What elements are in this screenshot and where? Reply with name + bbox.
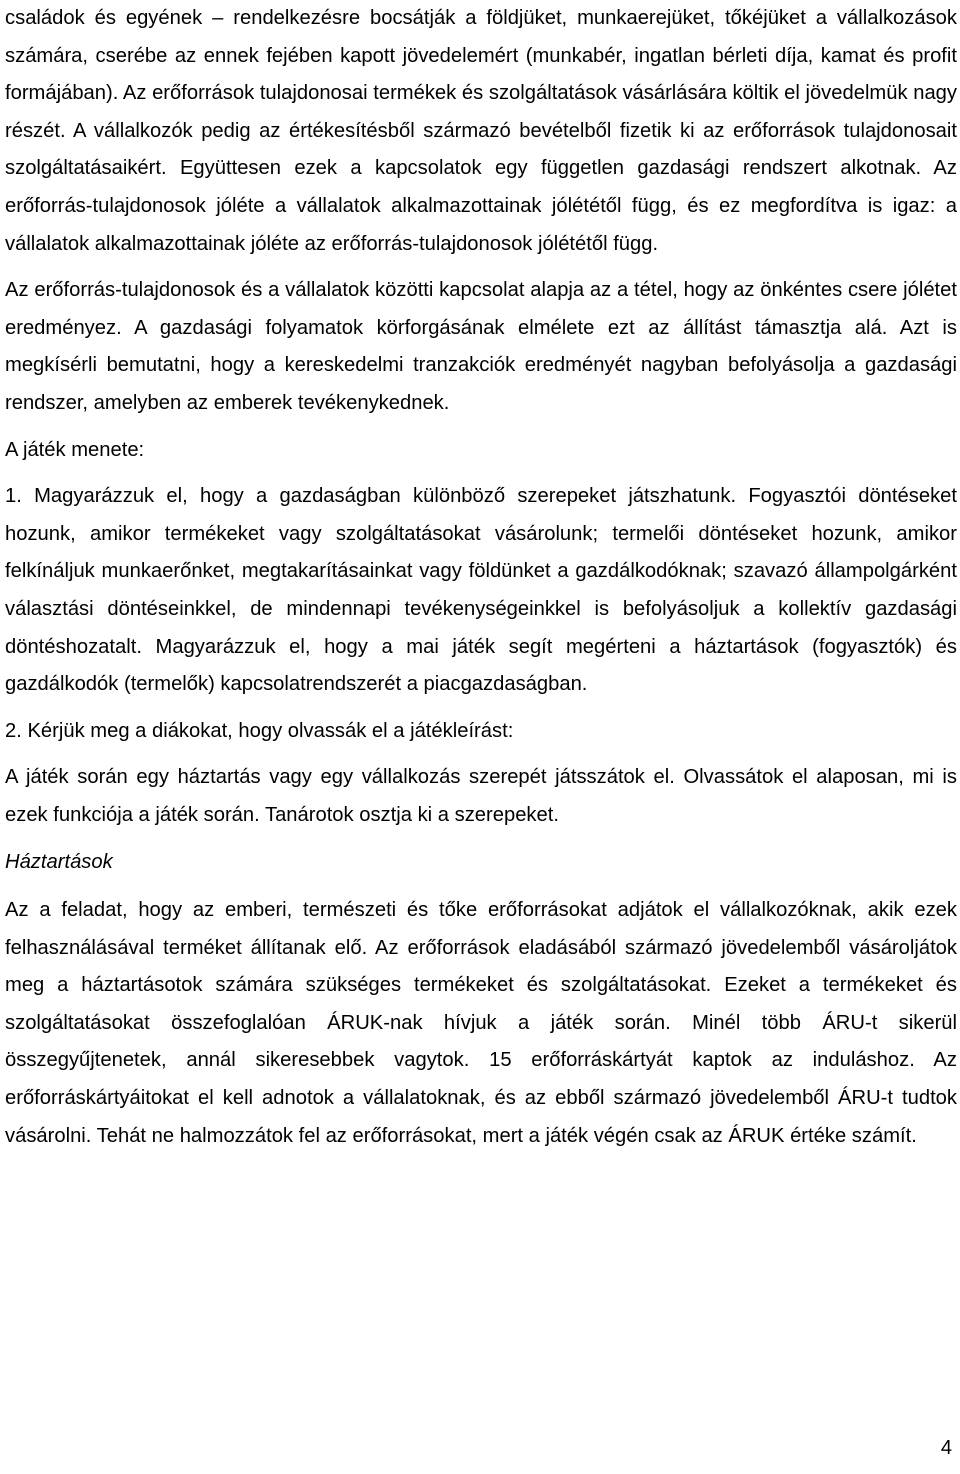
heading-households: Háztartások <box>5 851 113 874</box>
game-description-paragraph: A játék során egy háztartás vagy egy vállalkozás szerepét játsszátok el. Olvassátok el alaposan, mi is ezek funkciója a játék során. Tanárotok osztja ki a szerepeket. <box>5 766 957 826</box>
heading-game-procedure: A játék menete: <box>5 438 145 461</box>
paragraph-circular-flow: családok és egyének – rendelkezésre bocsátják a földjüket, munkaerejüket, tőkéjüket a vállalkozások számára, cserébe az ennek fejében kapott jövedelemért (munkabér, ingatlan bérleti díja, kamat és profit formájában). Az erőforrások tulajdonosai termékek és szolgáltatások vásárlására költik el jövedelmük nagy részét. A vállalkozók pedig az értékesítésből származó bevételből fizetik ki az erőforrások tulajdonosait szolgáltatásaikért. Együttesen ezek a kapcsolatok egy független gazdasági rendszert alkotnak. Az erőforrás-tulajdonosok jóléte a vállalatok alkalmazottainak jólététől függ, és ez megfordítva is igaz: a vállalatok alkalmazottainak jóléte az erőforrás-tulajdonosok jólététől függ. <box>5 7 957 255</box>
households-paragraph: Az a feladat, hogy az emberi, természeti és tőke erőforrásokat adjátok el vállalkozóknak, akik ezek felhasználásával terméket állítanak elő. Az erőforrások eladásából származó jövedelemből vásároljátok meg a háztartásotok számára szükséges termékeket és szolgáltatásokat. Ezeket a termékeket és szolgáltatásokat összefoglalóan ÁRUK-nak hívjuk a játék során. Minél több ÁRU-t sikerül összegyűjtenetek, annál sikeresebbek vagytok. 15 erőforráskártyát kaptok az induláshoz. Az erőforráskártyáitokat el kell adnotok a vállalatoknak, és az ebből származó jövedelemből ÁRU-t tudtok vásárolni. Tehát ne halmozzátok fel az erőforrásokat, mert a játék végén csak az ÁRUK értéke számít. <box>5 899 957 1147</box>
step-2-paragraph: 2. Kérjük meg a diákokat, hogy olvassák el a játékleírást: <box>5 719 514 742</box>
page-number: 4 <box>940 1437 952 1459</box>
document-page <box>5 0 957 1155</box>
paragraph-voluntary-exchange: Az erőforrás-tulajdonosok és a vállalatok közötti kapcsolat alapja az a tétel, hogy az önkéntes csere jólétet eredményez. A gazdasági folyamatok körforgásának elmélete ezt az állítást támasztja alá. Azt is megkísérli bemutatni, hogy a kereskedelmi tranzakciók eredményét nagyban befolyásolja a gazdasági rendszer, amelyben az emberek tevékenykednek. <box>5 279 957 414</box>
step-1-paragraph: 1. Magyarázzuk el, hogy a gazdaságban különböző szerepeket játszhatunk. Fogyasztói döntéseket hozunk, amikor termékeket vagy szolgáltatásokat vásárolunk; termelői döntéseket hozunk, amikor felkínáljuk munkaerőnket, megtakarításainkat vagy földünket a gazdálkodóknak; szavazó állampolgárként választási döntéseinkkel, de mindennapi tevékenységeinkkel is befolyásoljuk a kollektív gazdasági döntéshozatalt. Magyarázzuk el, hogy a mai játék segít megérteni a háztartások (fogyasztók) és gazdálkodók (termelők) kapcsolatrendszerét a piacgazdaságban. <box>5 485 957 696</box>
